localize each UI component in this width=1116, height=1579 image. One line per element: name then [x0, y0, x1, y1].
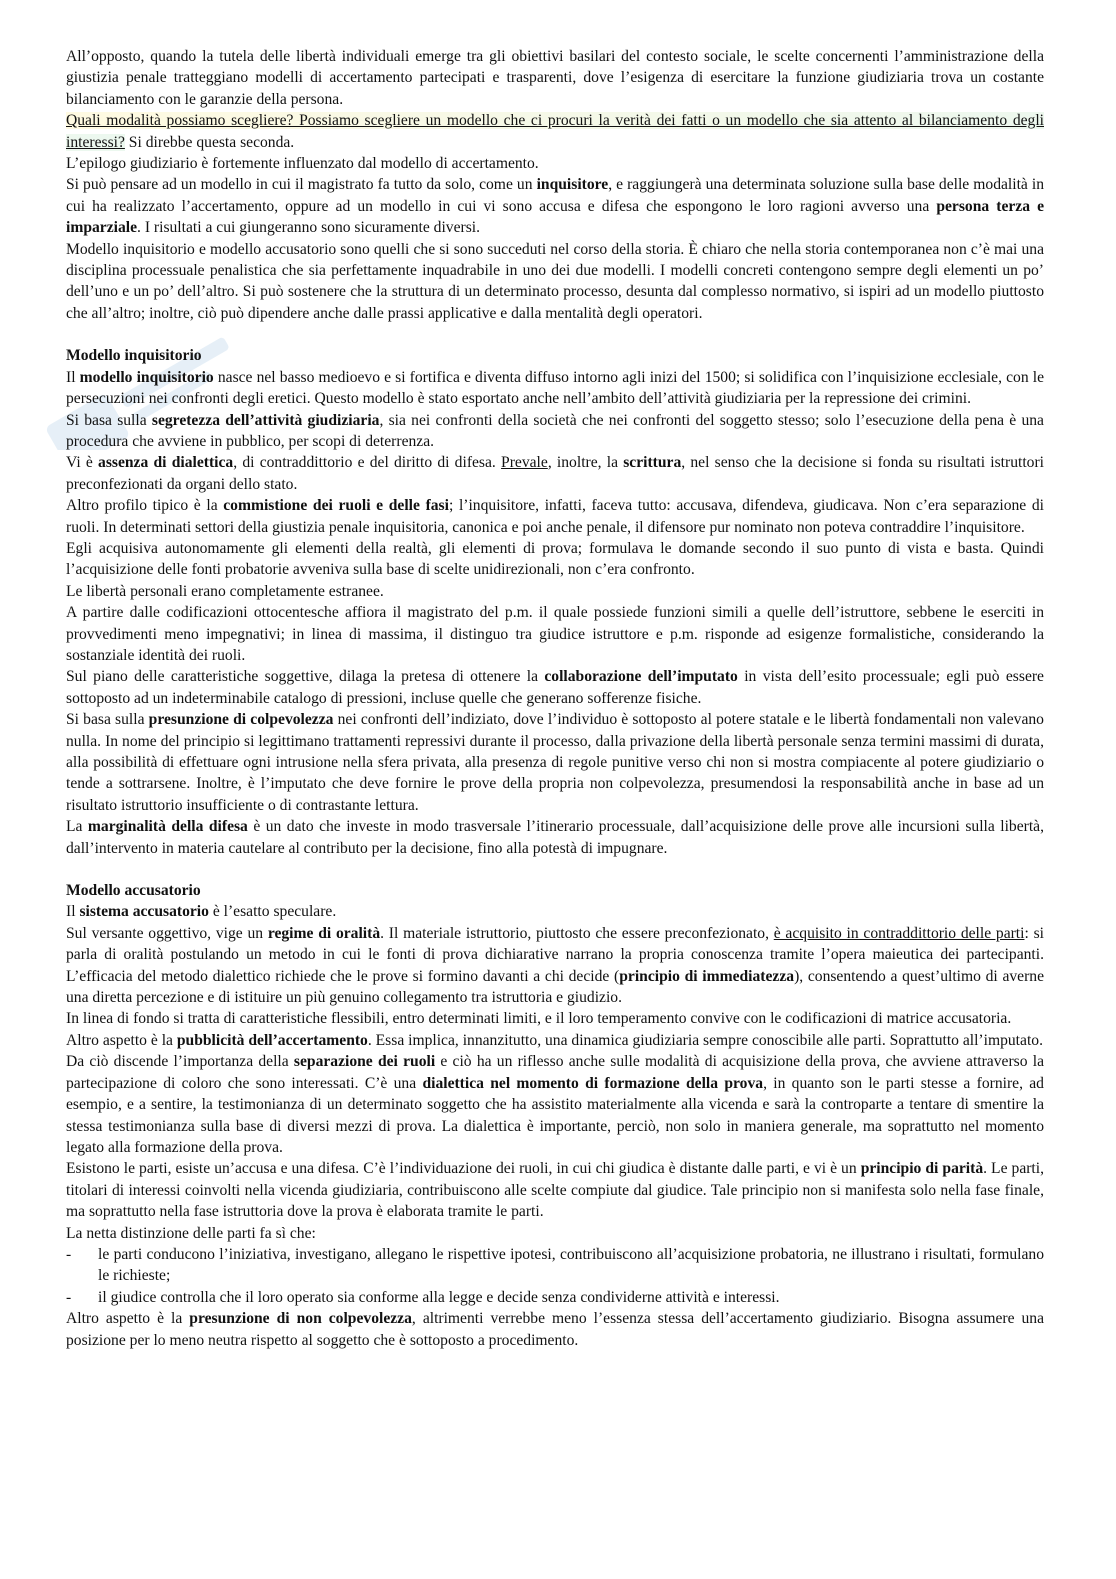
- accusatorio-paragraph-6: Esistono le parti, esiste un’accusa e una difesa. C’è l’individuazione dei ruoli, in cui chi giudica è distante dalle parti, e vi è un principio di parità. Le parti, titolari di interessi coinvolti nella vicenda giudiziaria, contribuiscono alle scelte compiute dal giudice. Tale principio non si manifesta solo nella fase finale, ma soprattutto nella fase istruttoria dove la prova è elaborata tramite le parti.: [66, 1160, 1045, 1221]
- intro-paragraph-2: Quali modalità possiamo scegliere? Possiamo scegliere un modello che ci procuri la verità dei fatti o un modello che sia attento al bilanciamento degli interessi? Si direbbe questa seconda.: [66, 112, 1044, 151]
- inquisitorio-paragraph-8: Sul piano delle caratteristiche soggettive, dilaga la pretesa di ottenere la collaborazione dell’imputato in vista dell’esito processuale; egli può essere sottoposto ad un indeterminabile catalogo di pressioni, incluse quelle che generano sofferenze fisiche.: [66, 668, 1044, 707]
- inquisitorio-paragraph-1: Il modello inquisitorio nasce nel basso medioevo e si fortifica e diventa diffuso intorno agli inizi del 1500; si solidifica con l’inquisizione ecclesiale, con le persecuzioni nei confronti degli eretici. Questo modello è stato esportato anche nell’ambito dell’attività giudiziaria per la repressione dei crimini.: [66, 368, 1044, 408]
- intro-paragraph-3: L’epilogo giudiziario è fortemente influenzato dal modello di accertamento.: [66, 155, 539, 173]
- document-page: [66, 46, 1044, 1351]
- list-item: - il giudice controlla che il loro operato sia conforme alla legge e decide senza condividerne attività e interessi.: [66, 1288, 780, 1306]
- underlined-question: Quali modalità possiamo scegliere? Possiamo scegliere un modello che ci procuri la verità dei fatti o un modello che sia attento al bilanciamento degli interessi?: [66, 112, 1044, 151]
- accusatorio-list: [66, 1244, 1044, 1308]
- intro-paragraph-5: Modello inquisitorio e modello accusatorio sono quelli che si sono succeduti nel corso della storia. È chiaro che nella storia contemporanea non c’è mai una disciplina processuale penalistica che sia perfettamente inquadrabile in uno dei due modelli. I modelli concreti contengono sempre degli elementi un po’ dell’uno e un po’ dell’altro. Si può sostenere che la struttura di un determinato processo, desunta dal complesso normativo, si ispiri ad un modello piuttosto che all’altro; inoltre, ciò può dipendere anche dalle prassi applicative e dalla mentalità degli operatori.: [66, 240, 1044, 322]
- inquisitorio-paragraph-7: A partire dalle codificazioni ottocentesche affiora il magistrato del p.m. il quale possiede funzioni simili a quelle dell’istruttore, sebbene le eserciti in provvedimenti meno impegnativi; in linea di massima, il distinguo tra giudice istruttore e p.m. risponde ad esigenze formalistiche, considerando la sostanziale identità dei ruoli.: [66, 604, 1044, 664]
- inquisitorio-paragraph-2: Si basa sulla segretezza dell’attività giudiziaria, sia nei confronti della società che nei confronti del soggetto stesso; solo l’esecuzione della pena è una procedura che avviene in pubblico, per scopi di deterrenza.: [66, 411, 1044, 450]
- accusatorio-paragraph-3: In linea di fondo si tratta di caratteristiche flessibili, entro determinati limiti, e il loro temperamento convive con le codificazioni di matrice accusatoria.: [66, 1010, 1012, 1028]
- intro-paragraph-1: All’opposto, quando la tutela delle libertà individuali emerge tra gli obiettivi basilari del contesto sociale, le scelte concernenti l’amministrazione della giustizia penale tratteggiano modelli di accertamento partecipati e trasparenti, dove l’esigenza di esercitare la funzione giudiziaria trova un costante bilanciamento con le garanzie della persona.: [66, 48, 1044, 108]
- inquisitorio-paragraph-10: La marginalità della difesa è un dato che investe in modo trasversale l’itinerario processuale, dall’acquisizione delle prove alle incursioni sulla libertà, dall’intervento in materia cautelare al contributo per la decisione, fino alla potestà di impugnare.: [66, 818, 1044, 857]
- inquisitorio-paragraph-5: Egli acquisiva autonomamente gli elementi della realtà, gli elementi di prova; formulava le domande secondo il suo punto di vista e basta. Quindi l’acquisizione delle fonti probatorie avveniva sulla base di scelte unidirezionali, non c’era confronto.: [66, 539, 1044, 579]
- accusatorio-paragraph-2: Sul versante oggettivo, vige un regime di oralità. Il materiale istruttorio, piuttosto che essere preconfezionato, è acquisito in contraddittorio delle parti: si parla di oralità postulando un metodo in cui le fonti di prova dichiarative narrano la propria conoscenza tramite l’opera maieutica dei partecipanti. L’efficacia del metodo dialettico richiede che le prove si formino davanti a chi decide (principio di immediatezza), consentendo a quest’ultimo di averne una diretta percezione e di istituire un più genuino collegamento tra istruttoria e giudizio.: [66, 924, 1044, 1007]
- inquisitorio-paragraph-9: Si basa sulla presunzione di colpevolezza nei confronti dell’indiziato, dove l’individuo è sottoposto al potere statale e le libertà fondamentali non valevano nulla. In nome del principio si legittimano trattamenti repressivi durante il processo, dalla privazione della libertà personale senza termini massimi di durata, alla possibilità di effettuare ogni intrusione nella sfera privata, alla presenza di regole punitive verso chi non si mostra compiacente al potere giudiziario o tende a sottrarsene. Inoltre, è l’imputato che deve fornire le prove della propria non colpevolezza, presumendosi la responsabilità anche in base ad un risultato istruttorio insufficiente o di contrastante lettura.: [66, 711, 1044, 814]
- intro-paragraph-4: Si può pensare ad un modello in cui il magistrato fa tutto da solo, come un inquisitore, e raggiungerà una determinata soluzione sulla base delle modalità in cui ha realizzato l’accertamento, oppure ad un modello in cui vi sono accusa e difesa che espongono le loro ragioni avverso una persona terza e imparziale. I risultati a cui giungeranno sono sicuramente diversi.: [66, 176, 1045, 237]
- accusatorio-paragraph-5: Da ciò discende l’importanza della separazione dei ruoli e ciò ha un riflesso anche sulle modalità di acquisizione della prova, che avviene attraverso la partecipazione di coloro che sono interessati. C’è una dialettica nel momento di formazione della prova, in quanto son le parti stesse a fornire, ad esempio, e a sentire, la testimonianza di un determinato soggetto che ha assistito materialmente alla vicenda e sarà la controparte a tentare di smentire la stessa testimonianza sulla base di diversi mezzi di prova. La dialettica è importante, perciò, non solo in maniera generale, ma soprattutto nel momento legato alla formazione della prova.: [66, 1053, 1044, 1156]
- accusatorio-paragraph-4: Altro aspetto è la pubblicità dell’accertamento. Essa implica, innanzitutto, una dinamica giudiziaria sempre conoscibile alle parti. Soprattutto all’imputato.: [66, 1031, 1043, 1049]
- list-item: - le parti conducono l’iniziativa, investigano, allegano le rispettive ipotesi, contribuiscono all’acquisizione probatoria, ne illustrano i risultati, formulano le richieste;: [66, 1245, 1044, 1285]
- inquisitorio-paragraph-4: Altro profilo tipico è la commistione dei ruoli e delle fasi; l’inquisitore, infatti, faceva tutto: accusava, difendeva, giudicava. Non c’era separazione di ruoli. In determinati settori della giustizia penale inquisitoria, canonica e poi anche penale, il difensore pur nominato non poteva contraddire l’inquisitore.: [66, 497, 1045, 536]
- section-heading-inquisitorio: Modello inquisitorio: [66, 347, 202, 365]
- inquisitorio-paragraph-6: Le libertà personali erano completamente estranee.: [66, 582, 384, 600]
- accusatorio-paragraph-8: Altro aspetto è la presunzione di non colpevolezza, altrimenti verrebbe meno l’essenza stessa dell’accertamento giudiziario. Bisogna assumere una posizione per lo meno neutra rispetto al soggetto che è sottoposto a procedimento.: [66, 1310, 1045, 1349]
- accusatorio-paragraph-7: La netta distinzione delle parti fa sì che:: [66, 1224, 316, 1242]
- accusatorio-paragraph-1: Il sistema accusatorio è l’esatto speculare.: [66, 903, 337, 921]
- inquisitorio-paragraph-3: Vi è assenza di dialettica, di contraddittorio e del diritto di difesa. Prevale, inoltre, la scrittura, nel senso che la decisione si fonda su risultati istruttori preconfezionati da organi dello stato.: [66, 454, 1044, 493]
- section-heading-accusatorio: Modello accusatorio: [66, 882, 201, 900]
